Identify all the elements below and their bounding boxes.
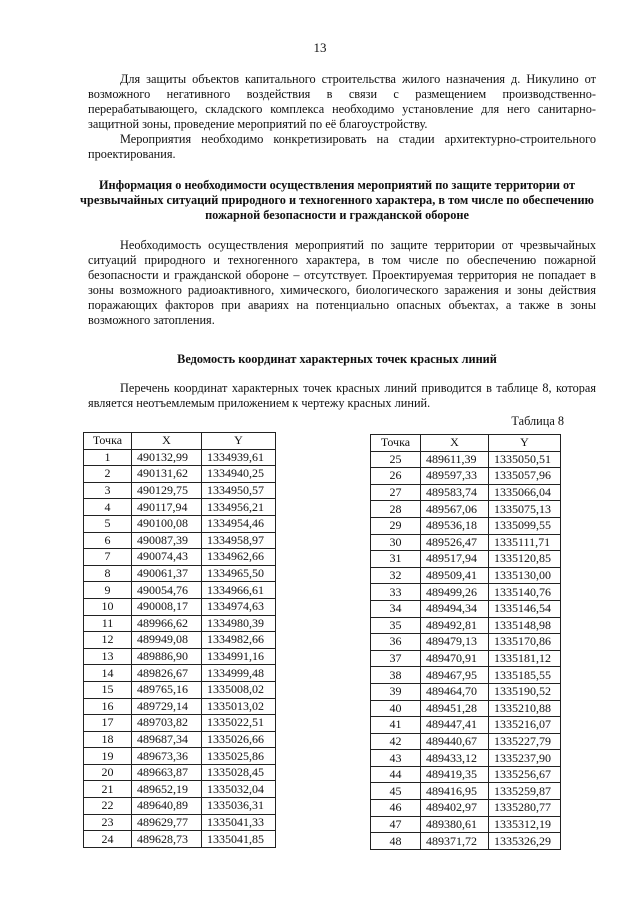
table-row xyxy=(84,648,276,665)
x-cell: 489826,67 xyxy=(132,665,202,682)
x-cell: 489433,12 xyxy=(421,750,489,767)
x-cell: 489464,70 xyxy=(421,683,489,700)
table-row xyxy=(371,634,561,651)
x-cell: 489640,89 xyxy=(132,798,202,815)
point-cell: 16 xyxy=(84,698,132,715)
x-cell: 489371,72 xyxy=(421,833,489,850)
y-cell: 1334965,50 xyxy=(202,565,276,582)
point-cell: 35 xyxy=(371,617,421,634)
point-cell: 28 xyxy=(371,501,421,518)
emergency-text xyxy=(88,238,596,328)
point-cell: 41 xyxy=(371,717,421,734)
y-cell: 1334940,25 xyxy=(202,466,276,483)
x-cell: 489492,81 xyxy=(421,617,489,634)
table-row xyxy=(371,733,561,750)
point-cell: 1 xyxy=(84,449,132,466)
y-cell: 1335280,77 xyxy=(489,800,561,817)
point-cell: 7 xyxy=(84,549,132,566)
coordinates-text xyxy=(88,381,596,411)
point-cell: 17 xyxy=(84,715,132,732)
table-caption: Таблица 8 xyxy=(511,414,564,428)
y-cell: 1335312,19 xyxy=(489,816,561,833)
table-row xyxy=(371,551,561,568)
x-cell: 490117,94 xyxy=(132,499,202,516)
y-cell: 1335013,02 xyxy=(202,698,276,715)
x-cell: 489652,19 xyxy=(132,781,202,798)
point-cell: 44 xyxy=(371,766,421,783)
x-cell: 490087,39 xyxy=(132,532,202,549)
table-row xyxy=(371,766,561,783)
table-row xyxy=(371,683,561,700)
table-row xyxy=(84,748,276,765)
x-cell: 489494,34 xyxy=(421,600,489,617)
x-cell: 489380,61 xyxy=(421,816,489,833)
intro-paragraph-1: Для защиты объектов капитального строительства жилого назначения д. Никулино от возможного негативного воздействия в связи с размещением производственно-перерабатывающего, складского комплекса необходимо установление для него санитарно-защитной зоны, проведение мероприятий по её благоустройству. xyxy=(88,72,596,131)
table-row xyxy=(371,650,561,667)
table-row xyxy=(371,567,561,584)
table-row xyxy=(84,499,276,516)
point-cell: 27 xyxy=(371,484,421,501)
x-cell: 489509,41 xyxy=(421,567,489,584)
y-cell: 1334966,61 xyxy=(202,582,276,599)
y-cell: 1334982,66 xyxy=(202,632,276,649)
y-cell: 1335259,87 xyxy=(489,783,561,800)
header-point: Точка xyxy=(371,435,421,452)
point-cell: 42 xyxy=(371,733,421,750)
x-cell: 489729,14 xyxy=(132,698,202,715)
point-cell: 43 xyxy=(371,750,421,767)
table-row xyxy=(84,665,276,682)
y-cell: 1335036,31 xyxy=(202,798,276,815)
x-cell: 490054,76 xyxy=(132,582,202,599)
y-cell: 1335111,71 xyxy=(489,534,561,551)
table-row xyxy=(371,833,561,850)
y-cell: 1335210,88 xyxy=(489,700,561,717)
x-cell: 489402,97 xyxy=(421,800,489,817)
table-row xyxy=(371,534,561,551)
y-cell: 1335032,04 xyxy=(202,781,276,798)
point-cell: 20 xyxy=(84,764,132,781)
table-row xyxy=(371,667,561,684)
y-cell: 1334980,39 xyxy=(202,615,276,632)
y-cell: 1335022,51 xyxy=(202,715,276,732)
y-cell: 1334939,61 xyxy=(202,449,276,466)
table-row xyxy=(84,715,276,732)
table-row xyxy=(371,750,561,767)
y-cell: 1335120,85 xyxy=(489,551,561,568)
table-row xyxy=(371,700,561,717)
table-row xyxy=(84,814,276,831)
y-cell: 1335237,90 xyxy=(489,750,561,767)
x-cell: 489629,77 xyxy=(132,814,202,831)
y-cell: 1334962,66 xyxy=(202,549,276,566)
point-cell: 22 xyxy=(84,798,132,815)
x-cell: 489499,26 xyxy=(421,584,489,601)
coordinates-table-left xyxy=(83,432,276,848)
x-cell: 490129,75 xyxy=(132,482,202,499)
section-heading-coordinates: Ведомость координат характерных точек красных линий xyxy=(177,352,497,366)
y-cell: 1335326,29 xyxy=(489,833,561,850)
point-cell: 6 xyxy=(84,532,132,549)
table-row xyxy=(84,532,276,549)
table-row xyxy=(84,466,276,483)
y-cell: 1335216,07 xyxy=(489,717,561,734)
x-cell: 489597,33 xyxy=(421,468,489,485)
table-row xyxy=(84,615,276,632)
table-row xyxy=(84,731,276,748)
point-cell: 34 xyxy=(371,600,421,617)
point-cell: 12 xyxy=(84,632,132,649)
intro-paragraph-2: Мероприятия необходимо конкретизировать на стадии архитектурно-строительного проектирования. xyxy=(88,132,596,161)
table-row xyxy=(371,501,561,518)
table-row xyxy=(84,781,276,798)
point-cell: 9 xyxy=(84,582,132,599)
table-row xyxy=(84,549,276,566)
table-row xyxy=(84,515,276,532)
table-row xyxy=(371,816,561,833)
table-row xyxy=(84,565,276,582)
header-x: X xyxy=(132,433,202,450)
x-cell: 489663,87 xyxy=(132,764,202,781)
point-cell: 45 xyxy=(371,783,421,800)
x-cell: 489526,47 xyxy=(421,534,489,551)
point-cell: 15 xyxy=(84,681,132,698)
point-cell: 32 xyxy=(371,567,421,584)
header-y: Y xyxy=(489,435,561,452)
point-cell: 31 xyxy=(371,551,421,568)
header-y: Y xyxy=(202,433,276,450)
y-cell: 1335066,04 xyxy=(489,484,561,501)
x-cell: 489949,08 xyxy=(132,632,202,649)
y-cell: 1335148,98 xyxy=(489,617,561,634)
y-cell: 1335185,55 xyxy=(489,667,561,684)
y-cell: 1335026,66 xyxy=(202,731,276,748)
x-cell: 490100,08 xyxy=(132,515,202,532)
point-cell: 19 xyxy=(84,748,132,765)
table-row xyxy=(371,800,561,817)
point-cell: 40 xyxy=(371,700,421,717)
point-cell: 33 xyxy=(371,584,421,601)
intro-text xyxy=(88,72,596,162)
y-cell: 1335130,00 xyxy=(489,567,561,584)
x-cell: 489536,18 xyxy=(421,517,489,534)
y-cell: 1334999,48 xyxy=(202,665,276,682)
table-row xyxy=(371,517,561,534)
x-cell: 489765,16 xyxy=(132,681,202,698)
point-cell: 13 xyxy=(84,648,132,665)
point-cell: 11 xyxy=(84,615,132,632)
y-cell: 1335008,02 xyxy=(202,681,276,698)
table-row xyxy=(371,584,561,601)
header-x: X xyxy=(421,435,489,452)
x-cell: 489886,90 xyxy=(132,648,202,665)
point-cell: 48 xyxy=(371,833,421,850)
table-row xyxy=(371,617,561,634)
table-row xyxy=(84,798,276,815)
y-cell: 1335041,33 xyxy=(202,814,276,831)
point-cell: 30 xyxy=(371,534,421,551)
y-cell: 1335256,67 xyxy=(489,766,561,783)
table-row xyxy=(84,681,276,698)
x-cell: 489470,91 xyxy=(421,650,489,667)
table-row xyxy=(84,449,276,466)
table-row xyxy=(371,600,561,617)
x-cell: 489479,13 xyxy=(421,634,489,651)
x-cell: 490074,43 xyxy=(132,549,202,566)
table-row xyxy=(371,451,561,468)
point-cell: 36 xyxy=(371,634,421,651)
table-header-row xyxy=(371,435,561,452)
x-cell: 490061,37 xyxy=(132,565,202,582)
table-row xyxy=(84,598,276,615)
point-cell: 18 xyxy=(84,731,132,748)
table-row xyxy=(84,482,276,499)
x-cell: 489703,82 xyxy=(132,715,202,732)
table-header-row xyxy=(84,433,276,450)
point-cell: 29 xyxy=(371,517,421,534)
point-cell: 2 xyxy=(84,466,132,483)
table-row xyxy=(84,632,276,649)
y-cell: 1334991,16 xyxy=(202,648,276,665)
x-cell: 489467,95 xyxy=(421,667,489,684)
y-cell: 1335181,12 xyxy=(489,650,561,667)
x-cell: 489583,74 xyxy=(421,484,489,501)
y-cell: 1335025,86 xyxy=(202,748,276,765)
x-cell: 490132,99 xyxy=(132,449,202,466)
point-cell: 4 xyxy=(84,499,132,516)
point-cell: 10 xyxy=(84,598,132,615)
point-cell: 5 xyxy=(84,515,132,532)
point-cell: 39 xyxy=(371,683,421,700)
point-cell: 26 xyxy=(371,468,421,485)
coordinates-paragraph: Перечень координат характерных точек красных линий приводится в таблице 8, которая является неотъемлемым приложением к чертежу красных линий. xyxy=(88,381,596,410)
x-cell: 489673,36 xyxy=(132,748,202,765)
section-heading-emergency: Информация о необходимости осуществления мероприятий по защите территории от чрезвычайных ситуаций природного и техногенного характера, в том числе по обеспечению пожарной безопасности и гражданской обороне xyxy=(80,178,594,222)
table-row xyxy=(371,717,561,734)
y-cell: 1335057,96 xyxy=(489,468,561,485)
table-row xyxy=(84,764,276,781)
header-point: Точка xyxy=(84,433,132,450)
point-cell: 23 xyxy=(84,814,132,831)
x-cell: 489447,41 xyxy=(421,717,489,734)
coordinates-table-right xyxy=(370,434,561,850)
y-cell: 1334954,46 xyxy=(202,515,276,532)
x-cell: 490008,17 xyxy=(132,598,202,615)
y-cell: 1334958,97 xyxy=(202,532,276,549)
y-cell: 1335140,76 xyxy=(489,584,561,601)
point-cell: 3 xyxy=(84,482,132,499)
table-row xyxy=(371,468,561,485)
y-cell: 1335190,52 xyxy=(489,683,561,700)
y-cell: 1334950,57 xyxy=(202,482,276,499)
y-cell: 1335041,85 xyxy=(202,831,276,848)
point-cell: 24 xyxy=(84,831,132,848)
y-cell: 1335146,54 xyxy=(489,600,561,617)
table-row xyxy=(84,831,276,848)
y-cell: 1335050,51 xyxy=(489,451,561,468)
x-cell: 489416,95 xyxy=(421,783,489,800)
y-cell: 1335028,45 xyxy=(202,764,276,781)
point-cell: 25 xyxy=(371,451,421,468)
point-cell: 21 xyxy=(84,781,132,798)
point-cell: 38 xyxy=(371,667,421,684)
x-cell: 489628,73 xyxy=(132,831,202,848)
x-cell: 489966,62 xyxy=(132,615,202,632)
table-row xyxy=(84,582,276,599)
point-cell: 46 xyxy=(371,800,421,817)
x-cell: 489517,94 xyxy=(421,551,489,568)
x-cell: 489687,34 xyxy=(132,731,202,748)
point-cell: 8 xyxy=(84,565,132,582)
y-cell: 1335227,79 xyxy=(489,733,561,750)
y-cell: 1335075,13 xyxy=(489,501,561,518)
page-number: 13 xyxy=(313,40,327,55)
y-cell: 1334956,21 xyxy=(202,499,276,516)
table-row xyxy=(371,783,561,800)
x-cell: 489419,35 xyxy=(421,766,489,783)
table-row xyxy=(371,484,561,501)
x-cell: 489611,39 xyxy=(421,451,489,468)
y-cell: 1335099,55 xyxy=(489,517,561,534)
x-cell: 490131,62 xyxy=(132,466,202,483)
y-cell: 1335170,86 xyxy=(489,634,561,651)
emergency-paragraph: Необходимость осуществления мероприятий по защите территории от чрезвычайных ситуаций природного и техногенного характера, в том числе по обеспечению пожарной безопасности и гражданской обороне – отсутствует. Проектируемая территория не попадает в зоны возможного радиоактивного, химического, биологического заражения и зоны действия поражающих факторов при авариях на потенциально опасных объектах, а также в зоны возможного затопления. xyxy=(88,238,596,327)
x-cell: 489440,67 xyxy=(421,733,489,750)
x-cell: 489451,28 xyxy=(421,700,489,717)
point-cell: 14 xyxy=(84,665,132,682)
x-cell: 489567,06 xyxy=(421,501,489,518)
y-cell: 1334974,63 xyxy=(202,598,276,615)
point-cell: 37 xyxy=(371,650,421,667)
point-cell: 47 xyxy=(371,816,421,833)
table-row xyxy=(84,698,276,715)
